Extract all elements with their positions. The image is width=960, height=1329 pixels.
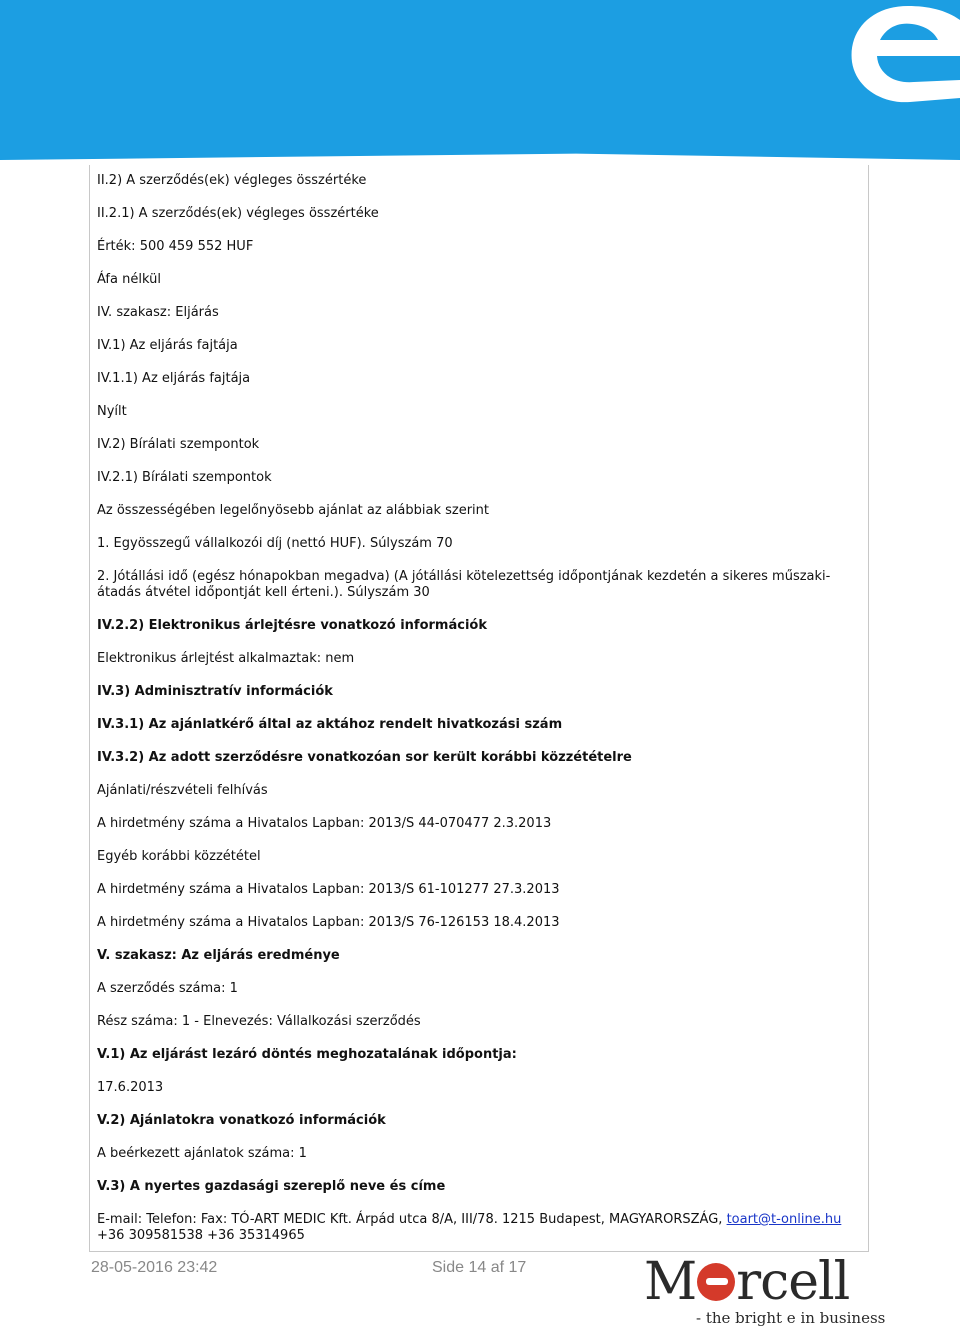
section-subheading: IV.3.2) Az adott szerződésre vonatkozóan sor került korábbi közzétételre (97, 750, 632, 765)
criteria-intro: Az összességében legelőnyösebb ajánlat az alábbiak szerint (97, 503, 489, 518)
section-subheading: IV.3) Adminisztratív információk (97, 684, 333, 699)
email-link[interactable]: toart@t-online.hu (726, 1212, 842, 1227)
winner-contact (97, 1212, 857, 1244)
criterion-item: 2. Jótállási idő (egész hónapokban megadva) (A jótállási kötelezettség időpontjának kezdetén a sikeres műszaki-átadás átvétel időpontját kell érteni.). Súlyszám 30 (97, 569, 831, 600)
section-subheading: IV.3.1) Az ajánlatkérő által az aktához rendelt hivatkozási szám (97, 717, 563, 732)
brand-e-icon (830, 0, 960, 110)
contact-details: E-mail: Telefon: Fax: TÓ-ART MEDIC Kft. Árpád utca 8/A, III/78. 1215 Budapest, MAGYARORSZÁG, (97, 1212, 727, 1227)
contact-phones: +36 309581538 +36 35314965 (97, 1228, 305, 1243)
page-frame-left (89, 165, 90, 1252)
section-heading: IV. szakasz: Eljárás (97, 305, 219, 320)
section-subheading: V.1) Az eljárást lezáró döntés meghozatalának időpontja: (97, 1047, 517, 1062)
section-heading: V. szakasz: Az eljárás eredménye (97, 948, 340, 963)
offers-count: A beérkezett ajánlatok száma: 1 (97, 1146, 307, 1161)
notice-reference: A hirdetmény száma a Hivatalos Lapban: 2013/S 76-126153 18.4.2013 (97, 915, 560, 930)
header-banner (0, 0, 960, 160)
page-frame-right (868, 165, 869, 1252)
criterion-item: 1. Egyösszegű vállalkozói díj (nettó HUF). Súlyszám 70 (97, 536, 453, 551)
section-subheading: IV.1) Az eljárás fajtája (97, 338, 238, 353)
section-subheading: V.2) Ajánlatokra vonatkozó információk (97, 1113, 386, 1128)
section-subheading: V.3) A nyertes gazdasági szereplő neve és címe (97, 1179, 446, 1194)
lot-info: Rész száma: 1 - Elnevezés: Vállalkozási szerződés (97, 1014, 421, 1029)
section-heading: II.2) A szerződés(ek) végleges összértéke (97, 173, 367, 188)
section-subheading: IV.2) Bírálati szempontok (97, 437, 260, 452)
notice-type: Ajánlati/részvételi felhívás (97, 783, 268, 798)
logo-e-icon (697, 1263, 735, 1301)
section-subheading: IV.1.1) Az eljárás fajtája (97, 371, 251, 386)
footer-page-number: Side 14 af 17 (432, 1259, 527, 1276)
contract-number: A szerződés száma: 1 (97, 981, 238, 996)
notice-reference: A hirdetmény száma a Hivatalos Lapban: 2013/S 44-070477 2.3.2013 (97, 816, 552, 831)
section-subheading: IV.2.2) Elektronikus árlejtésre vonatkozó információk (97, 618, 487, 633)
procedure-type: Nyílt (97, 404, 127, 419)
decision-date: 17.6.2013 (97, 1080, 164, 1095)
vat-note: Áfa nélkül (97, 272, 161, 287)
section-subheading: IV.2.1) Bírálati szempontok (97, 470, 272, 485)
footer-date: 28-05-2016 23:42 (91, 1259, 218, 1276)
contract-value: Érték: 500 459 552 HUF (97, 239, 254, 254)
auction-note: Elektronikus árlejtést alkalmaztak: nem (97, 651, 355, 666)
logo-tagline: - the bright e in business (696, 1309, 886, 1327)
notice-type: Egyéb korábbi közzététel (97, 849, 261, 864)
logo-wordmark: M rcell (644, 1252, 850, 1312)
company-logo (644, 1252, 886, 1329)
section-subheading: II.2.1) A szerződés(ek) végleges összértéke (97, 206, 379, 221)
notice-reference: A hirdetmény száma a Hivatalos Lapban: 2013/S 61-101277 27.3.2013 (97, 882, 560, 897)
